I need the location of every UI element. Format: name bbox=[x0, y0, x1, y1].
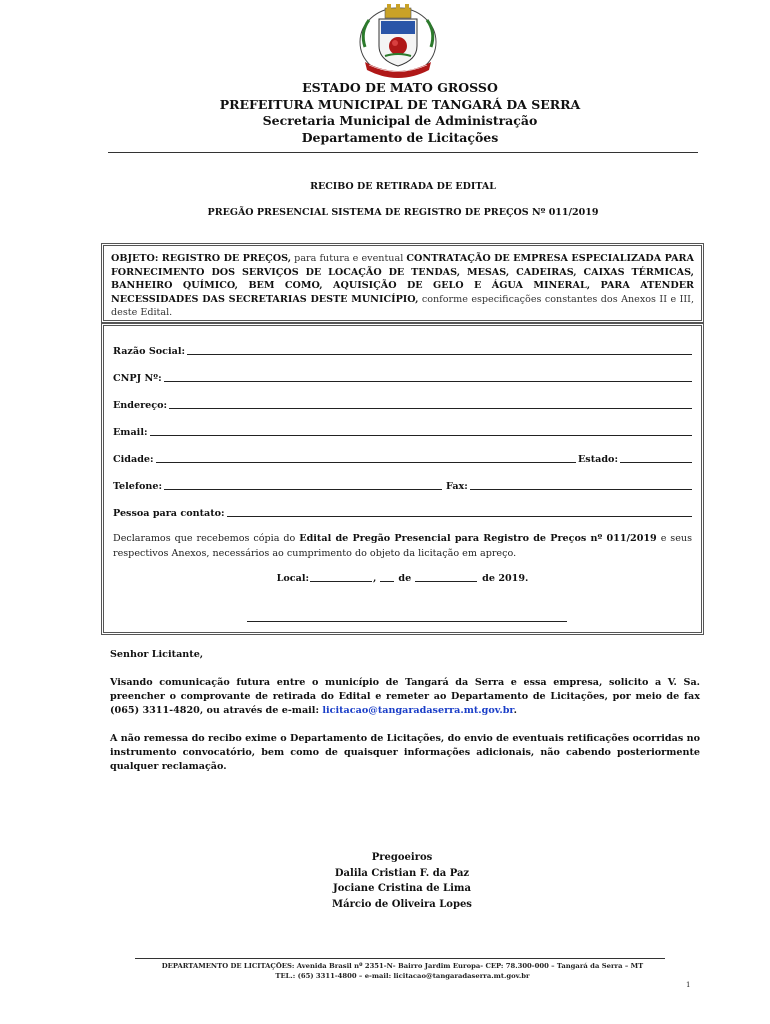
razao-social-input[interactable] bbox=[187, 344, 692, 355]
signer-name: Dalila Cristian F. da Paz bbox=[334, 867, 470, 879]
header-state: ESTADO DE MATO GROSSO bbox=[302, 80, 498, 95]
field-endereco bbox=[113, 397, 692, 411]
header-departamento: Departamento de Licitações bbox=[301, 129, 499, 145]
de-label-2: de 2019. bbox=[482, 573, 529, 584]
razao-social-label: Razão Social: bbox=[113, 346, 186, 357]
estado-input[interactable] bbox=[620, 452, 692, 463]
document-footer bbox=[120, 961, 685, 981]
signer-name: Márcio de Oliveira Lopes bbox=[332, 898, 472, 910]
fax-label: Fax: bbox=[446, 481, 468, 492]
objeto-text bbox=[111, 252, 694, 320]
letter-paragraph-1 bbox=[110, 676, 700, 718]
municipal-crest-icon bbox=[355, 2, 441, 80]
recibo-title: RECIBO DE RETIRADA DE EDITAL bbox=[310, 181, 496, 192]
header-secretaria: Secretaria Municipal de Administração bbox=[262, 113, 538, 128]
objeto-box bbox=[101, 243, 704, 323]
paragraph-1-end: . bbox=[513, 705, 517, 716]
field-razao-social bbox=[113, 343, 692, 357]
field-pessoa-contato bbox=[113, 505, 692, 519]
field-telefone-fax bbox=[113, 478, 692, 492]
cidade-label: Cidade: bbox=[113, 454, 154, 465]
objeto-description: CONTRATAÇÃO DE EMPRESA ESPECIALIZADA PARA FORNECIMENTO DOS SERVIÇOS DE LOCAÇÃO DE TENDAS, MESAS, CADEIRAS, CAIXAS TÉRMICAS, BANHEIRO QUÍMICO, BEM COMO, AQUISIÇÃO DE GELO E ÁGUA MINERAL, PARA ATENDER NECESSIDADES DAS SECRETARIAS DESTE MUNICÍPIO, bbox=[111, 253, 694, 305]
header-prefeitura: PREFEITURA MUNICIPAL DE TANGARÁ DA SERRA bbox=[219, 96, 581, 112]
signers-block bbox=[270, 850, 534, 912]
contact-email-link[interactable]: licitacao@tangaradaserra.mt.gov.br bbox=[322, 705, 514, 716]
declaration-part3: e seus respectivos Anexos, necessários ao cumprimento do objeto da licitação em apreço. bbox=[113, 533, 693, 559]
field-email bbox=[113, 424, 692, 438]
month-input[interactable] bbox=[415, 571, 477, 582]
recibo-form bbox=[101, 323, 704, 635]
signer-name: Jociane Cristina de Lima bbox=[333, 883, 471, 894]
de-label-1: de bbox=[398, 573, 412, 584]
footer-contact: TEL.: (65) 3311-4800 – e-mail: licitacao@tangaradaserra.mt.gov.br bbox=[275, 972, 530, 980]
local-comma: , bbox=[373, 573, 377, 584]
footer-address: DEPARTAMENTO DE LICITAÇÕES: Avenida Brasil nº 2351-N- Bairro Jardim Europa- CEP: 78.300-000 – Tangará da Serra – MT bbox=[161, 962, 644, 970]
telefone-input[interactable] bbox=[164, 479, 442, 490]
declaration-part1: Declaramos que recebemos cópia do bbox=[113, 533, 300, 544]
signers-title: Pregoeiros bbox=[371, 852, 433, 863]
local-label: Local: bbox=[276, 573, 310, 584]
pessoa-contato-label: Pessoa para contato: bbox=[113, 508, 225, 519]
pessoa-contato-input[interactable] bbox=[227, 506, 692, 517]
field-cidade-estado bbox=[113, 451, 692, 465]
local-input[interactable] bbox=[310, 571, 372, 582]
declaration-edital: Edital de Pregão Presencial para Registro de Preços nº 011/2019 bbox=[299, 533, 657, 544]
local-date-row bbox=[113, 571, 692, 584]
document-header bbox=[100, 80, 700, 146]
letter-body bbox=[110, 648, 700, 774]
endereco-input[interactable] bbox=[169, 398, 692, 409]
telefone-label: Telefone: bbox=[113, 481, 163, 492]
footer-divider bbox=[135, 958, 665, 959]
day-input[interactable] bbox=[380, 571, 394, 582]
letter-paragraph-2: A não remessa do recibo exime o Departamento de Licitações, do envio de eventuais retificações ocorridas no instrumento convocatório, bem como de quaisquer informações adicionais, não cabendo posteriormente qualquer reclamação. bbox=[110, 733, 700, 772]
estado-label: Estado: bbox=[577, 454, 618, 465]
cidade-input[interactable] bbox=[156, 452, 576, 463]
paragraph-1-text: Visando comunicação futura entre o município de Tangará da Serra e essa empresa, solicito a V. Sa. preencher o comprovante de retirada do Edital e remeter ao Departamento de Licitações, por meio de fax (065) 3311-4820, ou através de e-mail: bbox=[110, 677, 700, 716]
objeto-label: OBJETO: REGISTRO DE PREÇOS, bbox=[111, 253, 292, 264]
objeto-text-normal-2: conforme especificações constantes dos Anexos II e III, deste Edital. bbox=[111, 293, 694, 318]
signature-line[interactable] bbox=[247, 621, 567, 622]
cnpj-label: CNPJ Nº: bbox=[113, 373, 162, 384]
declaration-text bbox=[113, 531, 692, 561]
page-number: 1 bbox=[686, 981, 691, 989]
pregao-title: PREGÃO PRESENCIAL SISTEMA DE REGISTRO DE PREÇOS Nº 011/2019 bbox=[207, 207, 599, 218]
field-cnpj bbox=[113, 370, 692, 384]
email-input[interactable] bbox=[150, 425, 692, 436]
header-divider bbox=[108, 152, 698, 153]
email-label: Email: bbox=[113, 427, 148, 438]
cnpj-input[interactable] bbox=[164, 371, 692, 382]
endereco-label: Endereço: bbox=[113, 400, 168, 411]
objeto-text-normal-1: para futura e eventual bbox=[291, 253, 407, 264]
fax-input[interactable] bbox=[470, 479, 692, 490]
salutation: Senhor Licitante, bbox=[110, 649, 204, 660]
